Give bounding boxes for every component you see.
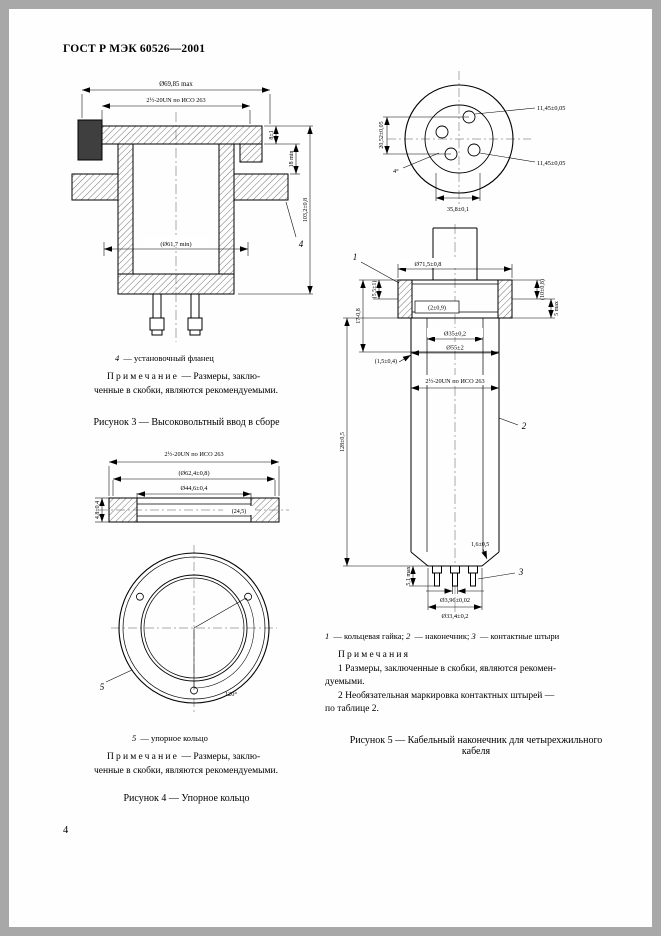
fig3-note-line2: ченные в скобки, являются рекомендуемыми.: [94, 385, 278, 396]
dim-boxed: (2±0,9): [428, 305, 446, 312]
contact-pin-4: [436, 126, 448, 138]
fig5-notes-title-text: Примечания: [338, 650, 411, 660]
dim-chamfer: (1,5±0,4): [374, 359, 397, 365]
dim-pin-upper: 11,45±0,05: [537, 105, 566, 112]
fig4-note: [94, 751, 329, 778]
fig4-caption: Рисунок 4 — Упорное кольцо: [123, 793, 250, 804]
fig4-legend: [132, 733, 208, 743]
fig5-note1-line1: 1 Размеры, заключенные в скобки, являются рекомен-: [338, 663, 556, 674]
dim-inner-diameter: Ø44,6±0,4: [180, 485, 208, 492]
face-centerlines: [387, 71, 531, 207]
dim-thread: 2½-20UN по ИСО 263: [146, 97, 206, 104]
dim-overall-height: 103,2±0,8: [303, 197, 309, 223]
figure4-ring-drawing: [89, 446, 299, 736]
cup-base: [118, 274, 234, 294]
dim-inner-diameter: (Ø61,7 min): [160, 241, 192, 248]
dim-overall-width: Ø69,85 max: [159, 81, 193, 88]
fig5-legend-text-1: — кольцевая гайка;: [333, 631, 404, 641]
ring-hole-2: [136, 593, 143, 600]
fig5-caption-line2: кабеля: [461, 746, 491, 757]
document-header: ГОСТ Р МЭК 60526—2001: [63, 43, 206, 55]
fig5-legend-text-2: — наконечник;: [414, 631, 470, 641]
dim-body-length: 128±0,5: [340, 432, 346, 452]
fig4-legend-number: 5: [132, 733, 137, 743]
fig4-dimension-lines: [95, 462, 279, 688]
dim-plate-thickness: 8±1: [269, 130, 275, 140]
fig4-note-word: Примечание: [107, 752, 180, 762]
dim-outer-diameter: (Ø62,4±0,8): [178, 470, 210, 477]
dim-pin-diameter: Ø3,96±0,02: [439, 597, 471, 604]
figure5-face-view: [359, 51, 599, 221]
fig3-note-word: Примечание: [107, 372, 180, 382]
callout-flange: 4: [298, 239, 304, 249]
face-dimension-lines: [383, 108, 535, 201]
fig5-notes-title: [325, 649, 640, 663]
page-number: 4: [63, 825, 69, 836]
contact-pins: [433, 566, 478, 586]
dim-thread: 2½-20UN по ИСО 263: [425, 378, 485, 385]
dim-depth: (24,5): [231, 509, 247, 515]
dim-hole-angle: 120°: [225, 691, 237, 698]
dim-step: (10±0,8): [540, 279, 546, 300]
fig5-note2-line2: по таблице 2.: [325, 704, 379, 714]
dim-18min: 18 min: [289, 150, 295, 168]
dim-pin-length: 5,1 max: [406, 566, 412, 586]
fig5-notes: [325, 649, 640, 717]
fig3-note-line1: [94, 371, 329, 385]
dim-bore-diameter: Ø35±0,2: [443, 330, 467, 338]
dim-lip: (5,5±1): [372, 280, 378, 299]
fig5-dimension-lines: [343, 262, 555, 610]
dim-5max: 5 max: [554, 301, 560, 316]
fig3-legend-number: 4: [115, 353, 120, 363]
figure3-bushing-drawing: [54, 74, 318, 369]
fig5-legend-text-3: — контактные штыри: [479, 631, 560, 641]
fig4-dimension-labels: [95, 451, 255, 698]
cup-right-wall: [219, 144, 234, 274]
fig4-legend-text: — упорное кольцо: [140, 733, 208, 743]
fig4-note-line2: ченные в скобки, являются рекомендуемыми.: [94, 765, 278, 776]
flange-left-wing: [72, 174, 118, 200]
callout-ring: 5: [99, 682, 105, 692]
fig3-section-shapes: [72, 120, 288, 335]
fig5-legend-number-2: 2: [406, 631, 411, 641]
flange-right-wing: [234, 174, 288, 200]
fig3-note-rest: — Размеры, заклю-: [181, 372, 261, 382]
face-dimension-labels: [379, 105, 565, 213]
dim-base-diameter: Ø33,4±0,2: [441, 613, 469, 620]
dim-nut-height: 17-0,8: [356, 308, 362, 324]
figure5-side-view: [325, 222, 585, 622]
callout-ring-nut: 1: [352, 252, 358, 262]
fig5-note1-line2: дуемыми.: [325, 677, 365, 687]
dim-angle: 4°: [393, 168, 399, 175]
fig5-caption-line1: Рисунок 5 — Кабельный наконечник для четырехжильного: [349, 735, 603, 746]
fig5-note2-line1: 2 Необязательная маркировка контактных штырей —: [338, 690, 555, 701]
fig5-legend-number-3: 3: [471, 631, 476, 641]
dim-pitch-vertical: 20,52±0,05: [379, 121, 385, 149]
document-page: [9, 9, 652, 927]
clamp-block: [78, 120, 102, 160]
contact-pin-2: [468, 144, 480, 156]
fig3-legend-text: — установочный фланец: [123, 353, 214, 363]
fig5-legend: [325, 631, 637, 641]
top-plate: [102, 126, 262, 144]
fig5-caption: [315, 735, 637, 757]
fig4-note-line1: [94, 751, 329, 765]
dim-ring-height: 4,8±0,4: [95, 500, 101, 520]
fig3-note: [94, 371, 329, 398]
callout-lug: 2: [521, 421, 527, 431]
dim-body-diameter: Ø55±2: [446, 344, 464, 352]
right-step: [240, 144, 262, 162]
dim-tip: 1,6±0,5: [471, 542, 490, 548]
cup-left-wall: [118, 144, 133, 274]
dim-pin-lower: 11,45±0,05: [537, 160, 566, 167]
dim-face-width: 35,8±0,1: [446, 206, 470, 213]
dim-thread: 2½-20UN по ИСО 263: [164, 451, 224, 458]
ring-hole-1: [245, 593, 252, 600]
fig3-caption: Рисунок 3 — Высоковольтный ввод в сборе: [93, 417, 280, 428]
dim-flange-diameter: Ø71,5±0,8: [414, 261, 442, 268]
fig4-note-rest: — Размеры, заклю-: [181, 752, 261, 762]
callout-pins: 3: [518, 567, 524, 577]
fig5-legend-number-1: 1: [325, 631, 330, 641]
fig3-legend: [115, 353, 214, 363]
